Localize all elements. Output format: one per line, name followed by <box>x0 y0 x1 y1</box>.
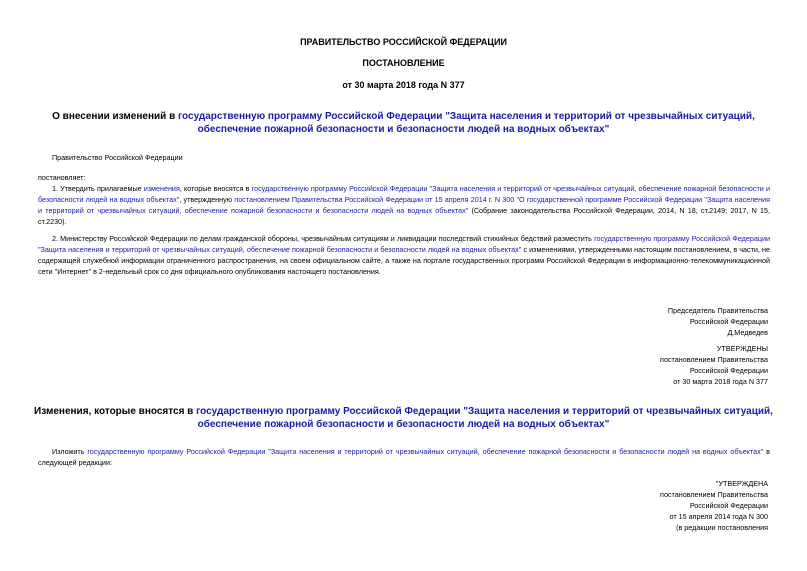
program-link-4[interactable]: государственную программу Российской Федерации "Защита населения и территорий от чрезвычайных ситуаций, обеспечение пожарной безопасности и безопасности людей на водных объектах" <box>196 406 773 430</box>
approval-2-line-1: "УТВЕРЖДЕНА <box>715 479 768 488</box>
program-link-2[interactable]: государственную программу Российской Федерации "Защита населения и территорий от чрезвычайных ситуаций, обеспечение пожарной безопасности и безопасности людей на водных объектах" <box>38 184 770 204</box>
resolves-line: постановляет: <box>38 173 86 182</box>
paragraph-1 <box>38 183 770 227</box>
approval-1-line-1: УТВЕРЖДЕНЫ <box>716 344 768 353</box>
paragraph-1-text-d: (Собрание законодательства Российской Федерации, 2014, N 18, ст.2149; 2017, N 15, ст.2230). <box>38 206 770 226</box>
paragraph-1-text-c: , утвержденную <box>179 195 235 204</box>
approval-1-line-3: Российской Федерации <box>689 366 768 375</box>
government-header: ПРАВИТЕЛЬСТВО РОССИЙСКОЙ ФЕДЕРАЦИИ <box>300 37 507 47</box>
approval-1-line-2: постановлением Правительства <box>660 355 768 364</box>
paragraph-2-text-b: с изменениями, утвержденными настоящим постановлением, в части, не содержащей служебной информации ограниченного распространения, на своем официальном сайте, а также на портале государственных программ Российской Федерации в информационно-телекоммуникационной сети "Интернет" в 2-недельный срок со дня официального опубликования настоящего постановления. <box>38 245 770 276</box>
program-link[interactable]: государственную программу Российской Федерации "Защита населения и территорий от чрезвычайных ситуаций, обеспечение пожарной безопасности и безопасности людей на водных объектах" <box>178 111 755 135</box>
paragraph-1-text-b: , которые вносятся в <box>179 184 252 193</box>
changes-title-prefix: Изменения, которые вносятся в <box>34 406 197 417</box>
signature-position: Председатель Правительства <box>667 306 768 315</box>
approval-1-line-4: от 30 марта 2018 года N 377 <box>673 377 768 386</box>
resolution-300-link[interactable]: постановлением Правительства Российской Федерации от 15 апреля 2014 г. N 300 "О государственной программе Российской Федерации "Защита населения и территорий от чрезвычайных ситуаций, обеспечение пожарной безопасности и безопасности людей на водных объектах" <box>38 195 771 215</box>
changes-title <box>30 405 777 431</box>
approval-2-line-2: постановлением Правительства <box>660 490 768 499</box>
approval-stamp-1 <box>660 343 768 387</box>
changes-link[interactable]: изменения <box>143 184 180 193</box>
document-title <box>30 110 777 136</box>
statement-paragraph <box>38 446 770 468</box>
document-title-prefix: О внесении изменений в <box>52 111 179 122</box>
approval-stamp-2 <box>660 478 768 533</box>
statement-text-a: Изложить <box>52 447 88 456</box>
statement-text-b: в следующей редакции: <box>38 447 770 467</box>
paragraph-1-text-a: 1. Утвердить прилагаемые <box>52 184 144 193</box>
program-link-5[interactable]: государственную программу Российской Федерации "Защита населения и территорий от чрезвычайных ситуаций, обеспечение пожарной безопасности и безопасности людей на водных объектах" <box>87 447 764 456</box>
signature-name: Д.Медведев <box>727 328 768 337</box>
signature-org: Российской Федерации <box>689 317 768 326</box>
approval-2-line-5: (в редакции постановления <box>676 523 768 532</box>
government-line: Правительство Российской Федерации <box>52 153 183 162</box>
approval-2-line-3: Российской Федерации <box>689 501 768 510</box>
paragraph-2-text-a: 2. Министерству Российской Федерации по делам гражданской обороны, чрезвычайным ситуациям и ликвидации последствий стихийных бедствий разместить <box>52 234 595 243</box>
signature-block <box>668 305 768 338</box>
paragraph-2 <box>38 233 770 277</box>
document-date: от 30 марта 2018 года N 377 <box>342 80 465 90</box>
program-link-3[interactable]: государственную программу Российской Федерации "Защита населения и территорий от чрезвычайных ситуаций, обеспечение пожарной безопасности и безопасности людей на водных объектах" <box>38 234 770 254</box>
document-type: ПОСТАНОВЛЕНИЕ <box>362 58 445 68</box>
approval-2-line-4: от 15 апреля 2014 года N 300 <box>669 512 768 521</box>
